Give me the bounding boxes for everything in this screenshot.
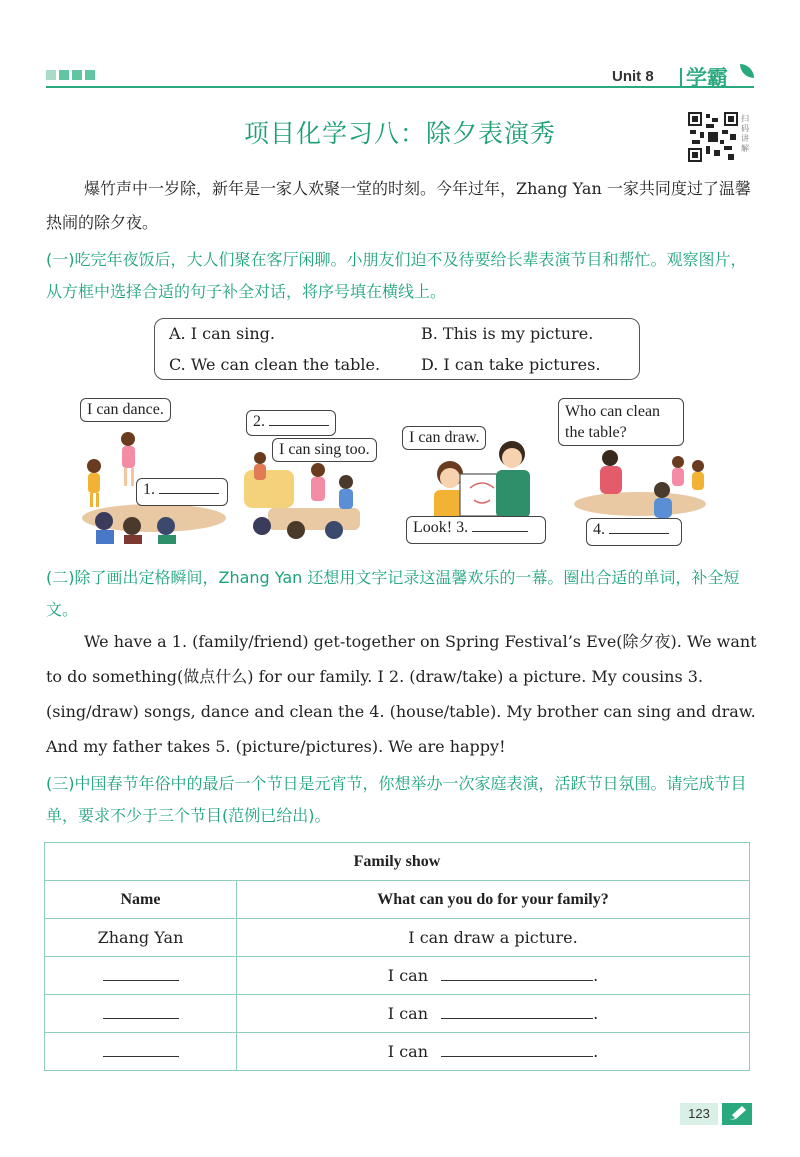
name-blank[interactable] <box>103 980 179 981</box>
page-title: 项目化学习八：除夕表演秀 <box>243 119 556 148</box>
example-name: Zhang Yan <box>45 919 237 957</box>
activity-blank[interactable] <box>441 980 593 981</box>
table-row <box>45 919 750 957</box>
option-c: C. We can clean the table. <box>169 355 381 374</box>
brand-logo: 学霸 <box>686 66 728 90</box>
passage <box>46 624 758 764</box>
speech-bubble-sing: I can sing too. <box>272 438 377 462</box>
option-b: B. This is my picture. <box>421 324 594 343</box>
header-decoration <box>46 70 95 80</box>
table-title: Family show <box>45 843 750 881</box>
family-show-table <box>44 842 750 1071</box>
speech-bubble-draw: I can draw. <box>402 426 486 450</box>
header-divider <box>680 68 682 86</box>
task2-instruction: (二)除了画出定格瞬间，Zhang Yan 还想用文字记录这温馨欢乐的一幕。圈出合适的单词，补全短文。 <box>46 568 740 619</box>
answer-bubble-2[interactable]: 2. <box>246 410 336 436</box>
speech-bubble-dance: I can dance. <box>80 398 171 422</box>
row-suffix: . <box>593 966 599 985</box>
answer-bubble-3[interactable]: Look! 3. <box>406 516 546 544</box>
table-row <box>45 1033 750 1071</box>
table-row <box>45 995 750 1033</box>
page-number: 123 <box>680 1103 718 1125</box>
options-box <box>154 318 640 380</box>
passage-text: We have a 1. (family/friend) get-together on Spring Festival’s Eve(除夕夜). We want to do something(做点什么) for our family. I 2. (draw/take) a picture. My cousins 3. (sing/draw) songs, dance and clean the 4. (house/table). My brother can sing and draw. And my father takes 5. (picture/pictures). We are happy! <box>46 632 757 756</box>
row-prefix: I can <box>387 1004 429 1023</box>
name-blank[interactable] <box>103 1018 179 1019</box>
option-a: A. I can sing. <box>169 324 275 343</box>
row-prefix: I can <box>387 1042 429 1061</box>
option-d: D. I can take pictures. <box>421 355 601 374</box>
row-prefix: I can <box>387 966 429 985</box>
column-header-activity: What can you do for your family? <box>237 881 750 919</box>
task3-instruction: (三)中国春节年俗中的最后一个节日是元宵节，你想举办一次家庭表演，活跃节日氛围。请完成节目单，要求不少于三个节目(范例已给出)。 <box>46 774 747 825</box>
answer-bubble-1[interactable]: 1. <box>136 478 228 506</box>
header-rule <box>46 86 754 88</box>
activity-blank[interactable] <box>441 1018 593 1019</box>
pencil-icon <box>722 1103 752 1125</box>
qr-code-icon[interactable] <box>688 112 738 162</box>
table-row <box>45 957 750 995</box>
activity-blank[interactable] <box>441 1056 593 1057</box>
intro-paragraph: 爆竹声中一岁除，新年是一家人欢聚一堂的时刻。今年过年，Zhang Yan 一家共同度过了温馨热闹的除夕夜。 <box>46 179 751 232</box>
example-activity: I can draw a picture. <box>237 919 750 957</box>
leaf-icon <box>740 64 754 78</box>
task1-instruction: (一)吃完年夜饭后，大人们聚在客厅闲聊。小朋友们迫不及待要给长辈表演节目和帮忙。观察图片，从方框中选择合适的句子补全对话，将序号填在横线上。 <box>46 250 747 301</box>
row-suffix: . <box>593 1042 599 1061</box>
answer-bubble-4[interactable]: 4. <box>586 518 682 546</box>
unit-label: Unit 8 <box>612 68 654 85</box>
qr-caption: 扫码讲解 <box>741 114 749 153</box>
column-header-name: Name <box>45 881 237 919</box>
row-suffix: . <box>593 1004 599 1023</box>
name-blank[interactable] <box>103 1056 179 1057</box>
speech-bubble-clean: Who can clean the table? <box>558 398 684 446</box>
